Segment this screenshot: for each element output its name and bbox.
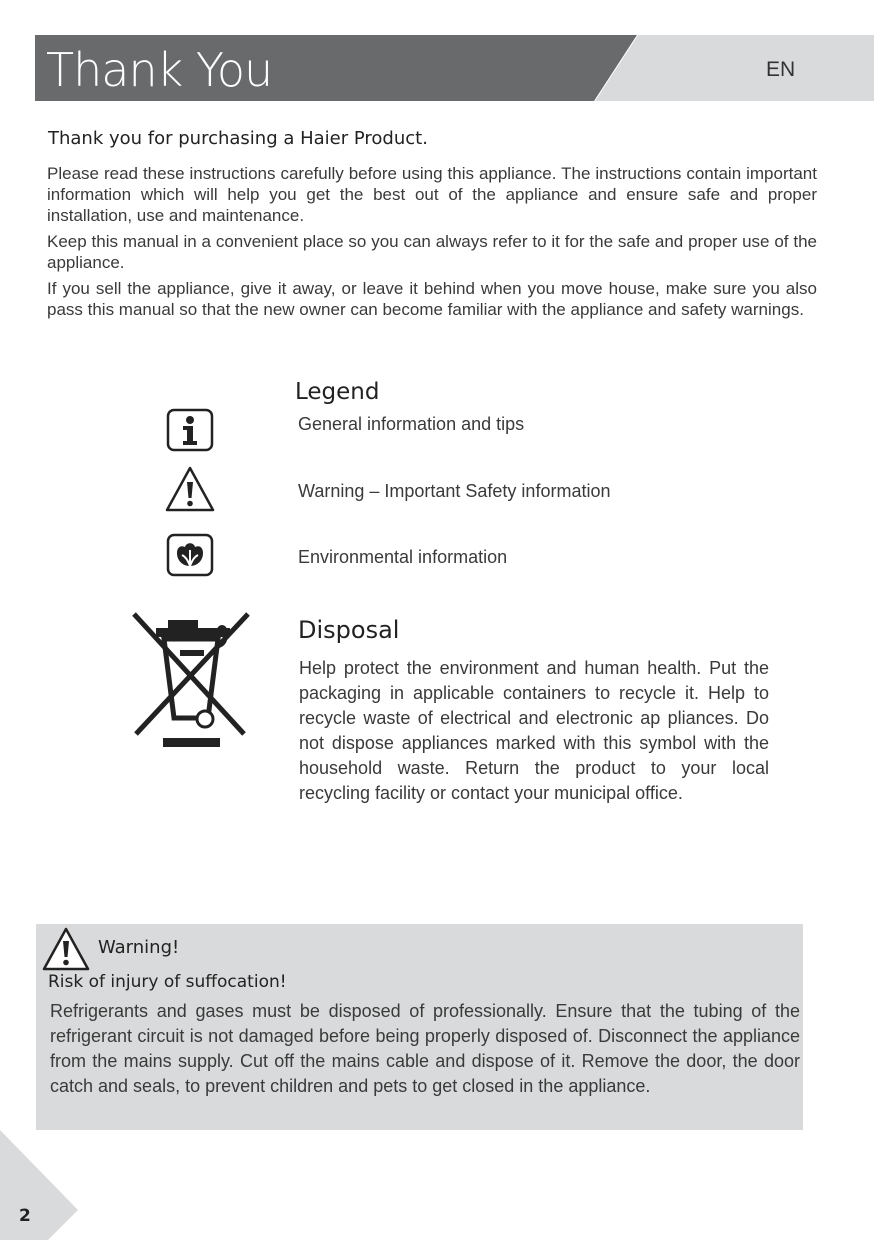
intro-paragraph: Keep this manual in a convenient place so you can always refer to it for the safe and proper use of the appliance. xyxy=(47,232,817,272)
warning-icon xyxy=(163,464,217,514)
crossed-out-wheelie-bin-icon xyxy=(128,610,254,750)
intro-paragraph: If you sell the appliance, give it away, or leave it behind when you move house, make sure you also pass this manual so that the new owner can become familiar with the appliance and safety warnings. xyxy=(47,279,817,319)
warning-icon xyxy=(41,926,91,972)
language-label: EN xyxy=(766,58,796,81)
page-corner xyxy=(0,1130,80,1240)
warning-text: Refrigerants and gases must be disposed of professionally. Ensure that the tubing of the refrigerant circuit is not damaged before being properly disposed of. Disconnect the appliance from the mains supply. Cut off the mains cable and dispose of it. Remove the door, the door catch and seals, to prevent children and pets to get closed in the appliance. xyxy=(50,1001,800,1096)
warning-title: Warning! xyxy=(98,937,180,958)
legend-item-label: Warning – Important Safety information xyxy=(298,481,611,501)
info-icon xyxy=(166,408,214,452)
warning-subtitle: Risk of injury of suffocation! xyxy=(48,972,287,992)
warning-box xyxy=(36,924,803,1130)
intro-paragraph: Please read these instructions carefully before using this appliance. The instructions contain important information which will help you get the best out of the appliance and ensure safe and proper installation, use and maintenance. xyxy=(47,164,817,225)
legend-item-label: General information and tips xyxy=(298,414,525,434)
disposal-text: Help protect the environment and human health. Put the packaging in applicable containers to recycle it. Help to recycle waste of electrical and electronic ap pliances. Do not dispose appliances marked with this symbol with the household waste. Return the product to your local recycling facility or contact your municipal office. xyxy=(299,658,769,803)
disposal-heading: Disposal xyxy=(298,616,400,644)
legend-heading: Legend xyxy=(295,379,380,405)
page-number: 2 xyxy=(19,1206,31,1226)
legend-item-label: Environmental information xyxy=(298,547,508,567)
environment-icon xyxy=(166,533,214,577)
intro-text xyxy=(47,163,817,325)
intro-heading: Thank you for purchasing a Haier Product. xyxy=(48,128,428,149)
page-title: Thank You xyxy=(46,43,273,97)
